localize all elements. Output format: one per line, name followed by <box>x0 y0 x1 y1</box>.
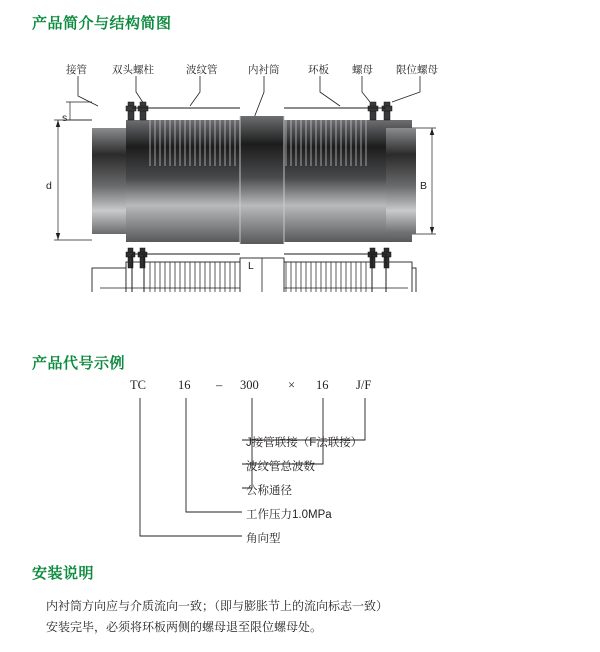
dimension-label-d: d <box>46 180 52 192</box>
code-description-pressure: 工作压力1.0MPa <box>246 509 332 521</box>
dimension-label-L: L <box>248 260 254 272</box>
code-example-diagram <box>40 378 560 545</box>
structure-drawing-svg <box>40 62 560 292</box>
install-note-line-2: 安装完毕，必须将环板两侧的螺母退至限位螺母处。 <box>46 620 323 634</box>
callout-label-limit-nut: 限位螺母 <box>396 64 438 76</box>
section-title-structure: 产品简介与结构简图 <box>32 15 172 32</box>
code-description-type: 角向型 <box>246 533 281 545</box>
callout-label-connector: 接管 <box>66 64 87 76</box>
code-token-series: TC <box>130 378 146 392</box>
section-title-code: 产品代号示例 <box>32 355 126 372</box>
code-token-connection: J/F <box>356 378 372 392</box>
dimension-label-s: s <box>62 112 68 124</box>
code-token-pressure: 16 <box>178 378 191 392</box>
code-token-dash: – <box>216 378 223 392</box>
structure-diagram <box>40 62 560 292</box>
callout-label-ring-plate: 环板 <box>308 64 329 76</box>
code-description-diameter: 公称通径 <box>246 485 292 497</box>
code-description-wave-count: 波纹管总波数 <box>246 461 315 473</box>
dimension-label-B: B <box>420 180 428 192</box>
callout-label-bellows: 波纹管 <box>186 64 218 76</box>
code-token-wave-count: 16 <box>316 378 329 392</box>
install-notes <box>46 596 566 638</box>
callout-label-nut: 螺母 <box>352 64 373 76</box>
code-leader-lines-svg <box>40 378 560 553</box>
code-token-diameter: 300 <box>240 378 259 392</box>
callout-label-liner: 内衬筒 <box>248 64 280 76</box>
install-note-line-1: 内衬筒方向应与介质流向一致；（即与膨胀节上的流向标志一致） <box>46 599 389 613</box>
code-description-connection: J接管联接（F法联接） <box>246 437 363 449</box>
section-title-install: 安装说明 <box>32 565 95 582</box>
code-token-multiply: × <box>288 378 296 392</box>
callout-label-double-end-stud: 双头螺柱 <box>112 64 154 76</box>
